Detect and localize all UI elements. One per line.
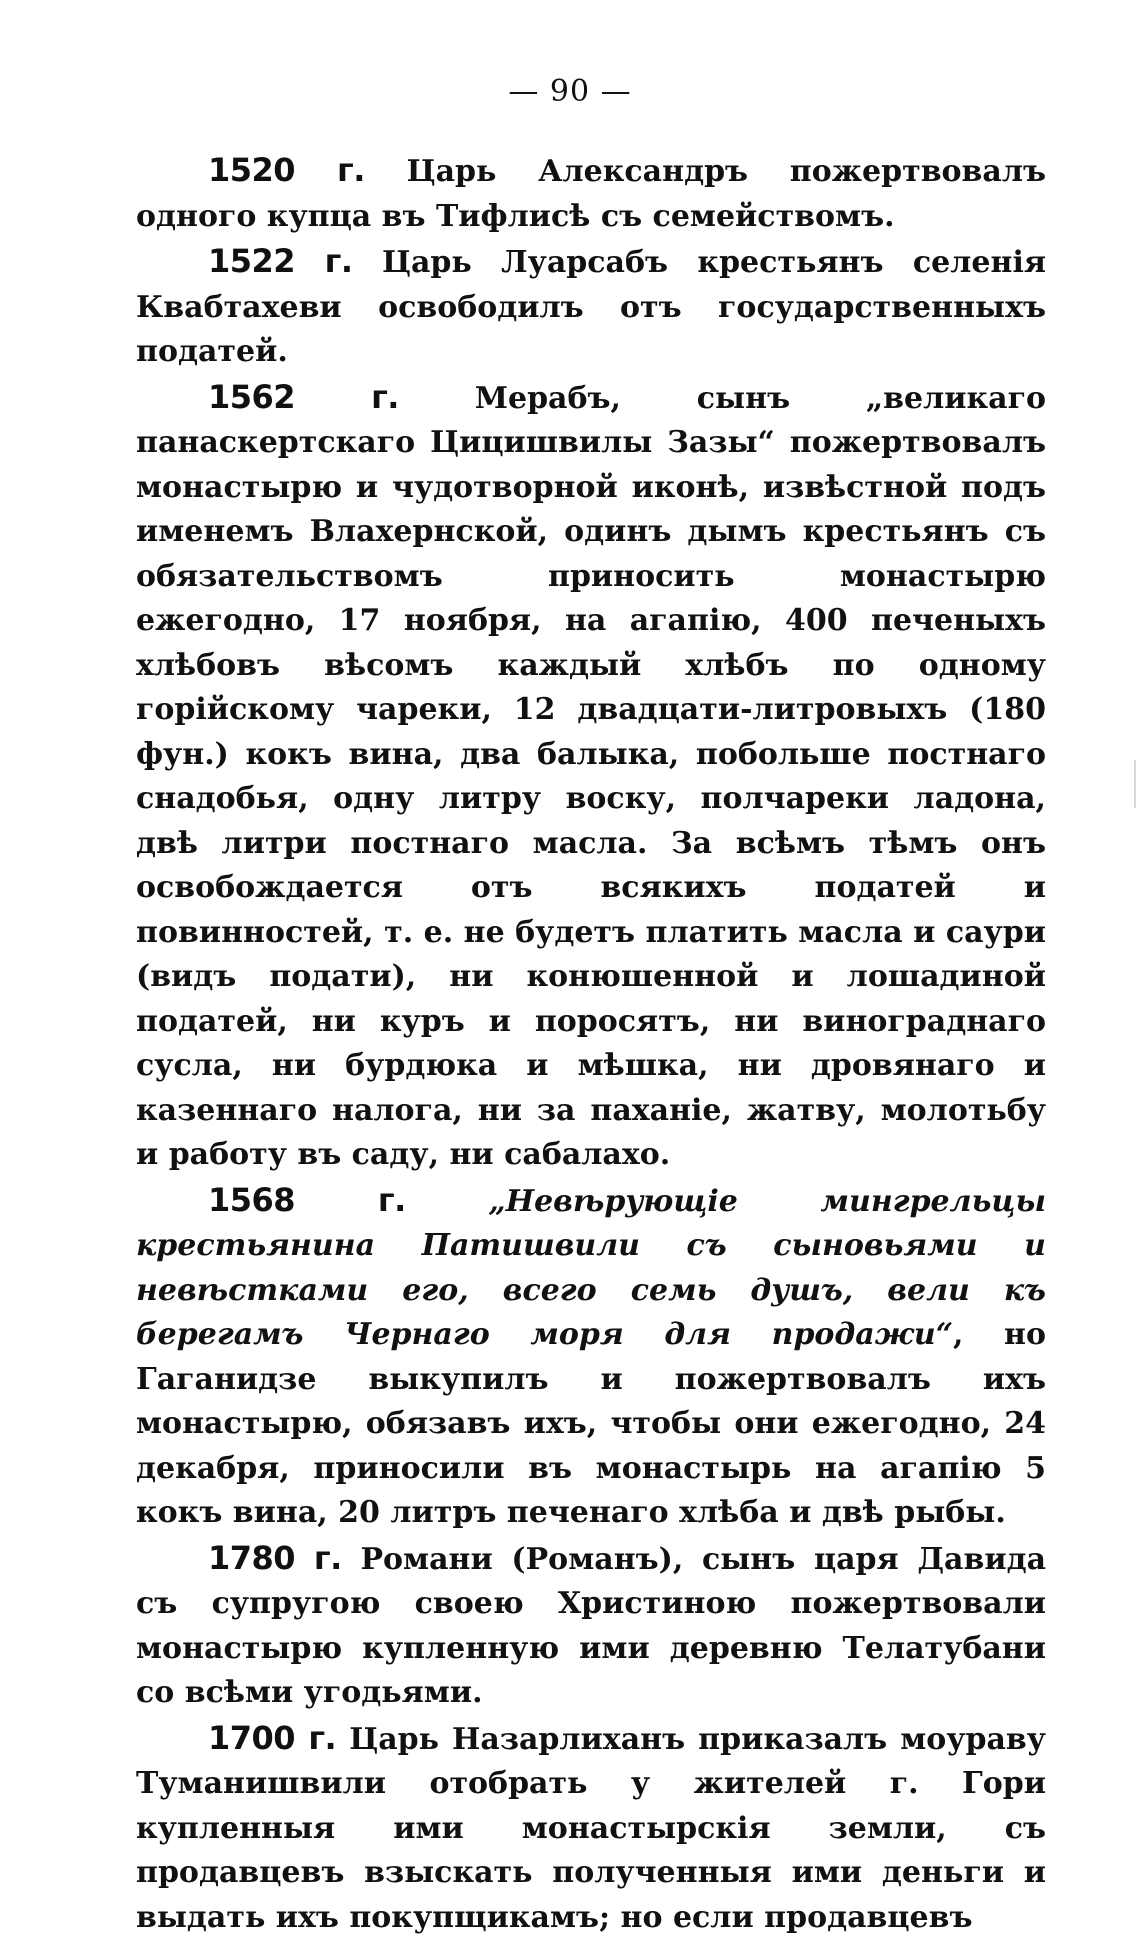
- entry-quote: „Невѣрующіе мингрельцы крестьянина Патишвили съ сыновьями и невѣстками его, всего семь душъ, вели къ берегамъ Чернаго моря для продажи“: [136, 1184, 1046, 1353]
- entry-year: 1562 г.: [208, 378, 399, 416]
- page-body: [136, 148, 1046, 1940]
- entry-year: 1700 г.: [208, 1719, 336, 1757]
- entry-1780: [136, 1536, 1046, 1716]
- entry-year: 1522 г.: [208, 242, 353, 280]
- entry-text: , но Гаганидзе выкупилъ и пожертвовалъ ихъ монастырю, обязавъ ихъ, чтобы они ежегодно, 24 декабря, приносили въ монастырь на агапію 5 кокъ вина, 20 литръ печенаго хлѣба и двѣ рыбы.: [136, 1317, 1046, 1530]
- entry-1562: [136, 375, 1046, 1178]
- entry-year: 1520 г.: [208, 151, 365, 189]
- entry-1568: [136, 1178, 1046, 1536]
- entry-text: Романи (Романъ), сынъ царя Давида съ супругою своею Христиною пожертвовали монастырю купленную ими деревню Телатубани со всѣми угодьями.: [136, 1542, 1046, 1711]
- entry-text: Царь Назарлиханъ приказалъ моураву Туманишвили отобрать у жителей г. Гори купленныя ими монастырскія земли, съ продавцевъ взыскать полученныя ими деньги и выдать ихъ покупщикамъ; но если продавцевъ: [136, 1722, 1046, 1935]
- entry-year: 1568 г.: [208, 1181, 406, 1219]
- entry-1522: [136, 239, 1046, 375]
- scan-edge-mark: [1134, 760, 1136, 808]
- entry-1520: [136, 148, 1046, 239]
- entry-text: Царь Луарсабъ крестьянъ селенія Квабтахеви освободилъ отъ государственныхъ податей.: [136, 245, 1046, 369]
- entry-text: Царь Александръ пожертвовалъ одного купца въ Тифлисѣ съ семействомъ.: [136, 154, 1046, 234]
- entry-1700: [136, 1716, 1046, 1940]
- entry-text: Мерабъ, сынъ „великаго панаскертскаго Цицишвилы Зазы“ пожертвовалъ монастырю и чудотворной иконѣ, извѣстной подъ именемъ Влахернской, одинъ дымъ крестьянъ съ обязательствомъ приносить монастырю ежегодно, 17 ноября, на агапію, 400 печеныхъ хлѣбовъ вѣсомъ каждый хлѣбъ по одному горійскому чареки, 12 двадцати-литровыхъ (180 фун.) кокъ вина, два балыка, побольше постнаго снадобья, одну литру воску, полчареки ладона, двѣ литри постнаго масла. За всѣмъ тѣмъ онъ освобождается отъ всякихъ податей и повинностей, т. е. не будетъ платить масла и саури (видъ подати), ни конюшенной и лошадиной податей, ни куръ и поросятъ, ни винограднаго сусла, ни бурдюка и мѣшка, ни дровянаго и казеннаго налога, ни за паханіе, жатву, молотьбу и работу въ саду, ни сабалахо.: [136, 381, 1046, 1173]
- page-number: — 90 —: [0, 74, 1140, 109]
- entry-year: 1780 г.: [208, 1539, 342, 1577]
